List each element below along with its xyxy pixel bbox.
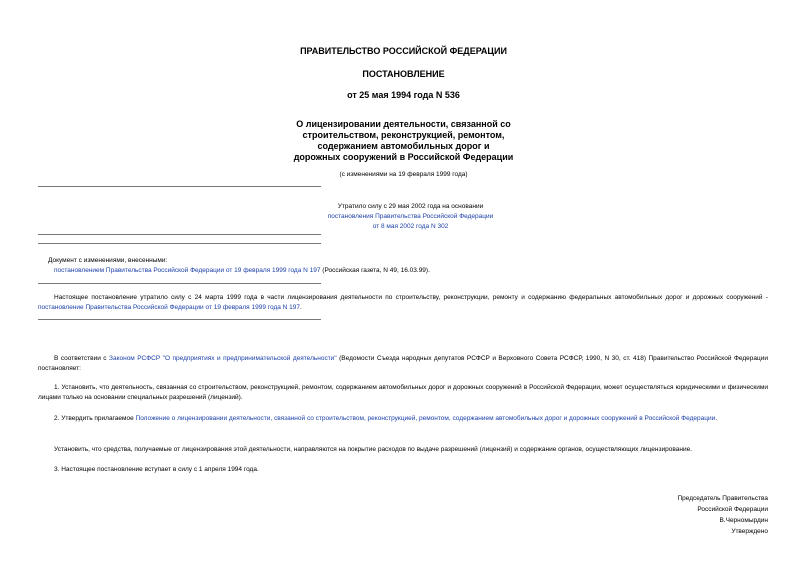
paragraph-funds: Установить, что средства, получаемые от лицензирования этой деятельности, направляются на покрытие расходов по выдаче разрешений (лицензий) и содержание органов, осуществляющих лицензирование. xyxy=(54,446,692,453)
paragraph-2-text: 2. Утвердить прилагаемое xyxy=(54,415,136,422)
title-line: дорожных сооружений в Российской Федерации xyxy=(293,152,514,162)
document-date-number: от 25 мая 1994 года N 536 xyxy=(347,90,460,100)
document-type: ПОСТАНОВЛЕНИЕ xyxy=(362,69,445,79)
paragraph-2 xyxy=(38,414,768,424)
regulation-link[interactable]: Положение о лицензировании деятельности, связанной со строительством, реконструкцией, ремонтом, содержанием автомобильных дорог и дорожных сооружений в Российской Федерации xyxy=(135,415,716,422)
amendments-line xyxy=(54,266,794,276)
signature-org: Российской Федерации xyxy=(697,506,768,513)
signature-title: Председатель Правительства xyxy=(677,495,768,502)
partial-lapse-link[interactable]: постановление Правительства Российской Федерации от 19 февраля 1999 года N 197 xyxy=(38,304,301,311)
amendments-source: (Российская газета, N 49, 16.03.99). xyxy=(320,267,430,274)
preamble-text: В соответствии с xyxy=(54,355,110,362)
divider xyxy=(38,283,321,284)
amendments-link[interactable]: постановлением Правительства Российской Федерации от 19 февраля 1999 года N 197 xyxy=(54,267,321,274)
divider xyxy=(38,319,321,320)
lapsed-notice xyxy=(38,202,783,232)
title-line: содержанием автомобильных дорог и xyxy=(317,141,490,151)
paragraph-3: 3. Настоящее постановление вступает в силу с 1 апреля 1994 года. xyxy=(54,466,259,473)
partial-lapse-end: . xyxy=(300,304,302,311)
title-line: строительством, реконструкцией, ремонтом, xyxy=(302,130,505,140)
signature-name: В.Черномырдин xyxy=(719,517,768,524)
law-link[interactable]: Законом РСФСР "О предприятиях и предпринимательской деятельности" xyxy=(109,355,337,362)
partial-lapse-text: Настоящее постановление утратило силу с 24 марта 1999 года в части лицензирования деятельности по строительству, реконструкции, ремонту и содержанию федеральных автомобильных дорог и дорожных сооружений - xyxy=(54,294,768,301)
document-title xyxy=(0,119,807,163)
preamble-text-end: (Ведомости Съезда народных депутатов РСФСР и Верховного Совета РСФСР, 1990, N 30, ст. 418) Правительство Российской Федерации постановляет: xyxy=(38,355,768,372)
preamble-paragraph xyxy=(38,354,768,374)
approved-label: Утверждено xyxy=(731,528,768,535)
divider xyxy=(38,234,321,235)
partial-lapse-note xyxy=(38,293,768,313)
lapsed-link[interactable]: постановления Правительства Российской Федерации xyxy=(327,213,494,220)
divider xyxy=(38,243,321,244)
paragraph-1: 1. Установить, что деятельность, связанная со строительством, реконструкцией, ремонтом, содержанием автомобильных дорог и дорожных сооружений в Российской Федерации, может осуществляться юридическими и физическими лицами только на основании специальных разрешений (лицензий). xyxy=(38,384,768,401)
divider xyxy=(38,186,321,187)
amendments-intro: Документ с изменениями, внесенными: xyxy=(48,257,168,264)
changes-note: (с изменениями на 19 февраля 1999 года) xyxy=(339,171,468,178)
title-line: О лицензировании деятельности, связанной со xyxy=(296,119,511,129)
lapsed-text: Утратило силу с 29 мая 2002 года на основании xyxy=(337,203,484,210)
government-heading: ПРАВИТЕЛЬСТВО РОССИЙСКОЙ ФЕДЕРАЦИИ xyxy=(300,46,507,56)
paragraph-2-end: . xyxy=(715,415,718,422)
lapsed-link-date[interactable]: от 8 мая 2002 года N 302 xyxy=(372,223,449,230)
